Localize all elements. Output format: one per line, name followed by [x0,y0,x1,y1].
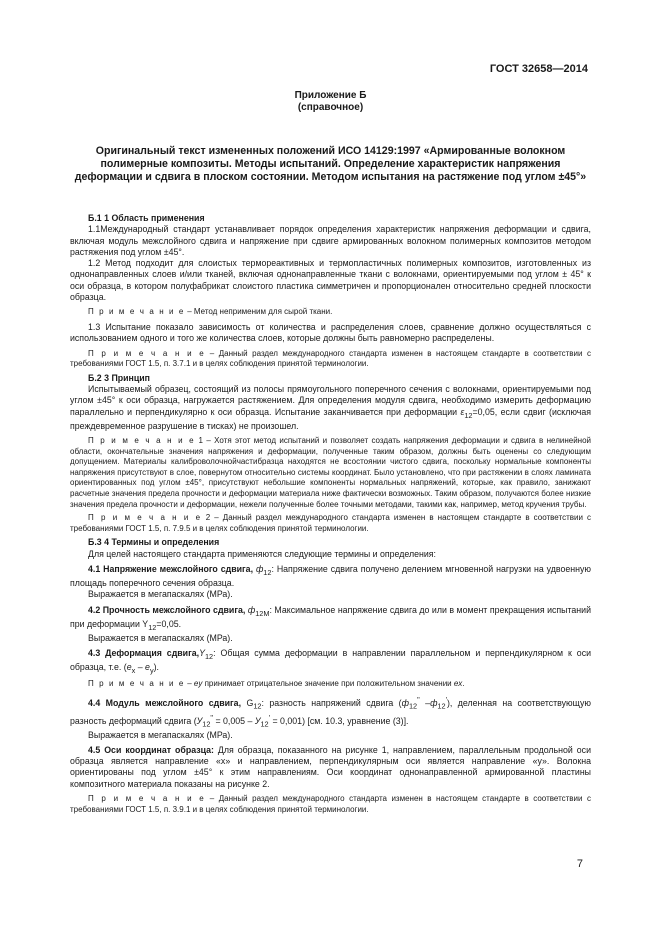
term-definition: 4.3 Деформация $сдвига,Y_{12}$: Общая сумма деформации в направлении параллельном и перпендикулярном к оси образца, т.е. $(e_x - e_y)$. [70,647,592,675]
note-label: П р и м е ч а н и е [88,794,206,804]
section-heading: Б.2 3 Принцип [88,372,150,383]
term-definition: 4.4 Модуль межслойного сдвига, $G_{12}$: разность напряжений сдвига ($ф_{12}^"$ $-ф_{12}'$), деленная на соответствующую разность деформаций сдвига $(У_{12}^" = 0,005 - У_{12}' = 0,001)$ [см. 10.3, уравнение (3)]. [70,694,591,729]
note-label: П р и м е ч а н и е [88,513,202,523]
note: П р и м е ч а н и е – Метод неприменим для сырой ткани. [88,307,333,317]
standard-number: ГОСТ 32658—2014 [489,63,588,75]
note: П р и м е ч а н и е 2 – Данный раздел международного стандарта изменен в настоящем стандарте в соответствии с требованиями ГОСТ 1.5, п. 7.9.5 и в целях соблюдения принятой терминологии. [70,513,591,533]
unit-line: Выражается в мегапаскалях (МРа). [88,729,233,740]
note: П р и м е ч а н и е – Данный раздел международного стандарта изменен в настоящем стандарте в соответствии с требованиями ГОСТ 1.5, п. 3.9.1 и в целях соблюдения принятой терминологии. [70,794,591,814]
note-label: П р и м е ч а н и е [88,348,206,358]
annex-heading [0,90,661,114]
document-title: Оригинальный текст измененных положений ИСО 14129:1997 «Армированные волокном полимерные композиты. Методы испытаний. Определение характеристик напряжения деформации и сдвига в плоском состоянии. Методом испытания на растяжение под углом ±45°» [74,145,587,184]
note: П р и м е ч а н и е – ey принимает отрицательное значение при положительном значении ex. [88,679,465,689]
paragraph: 1.2 Метод подходит для слоистых термореактивных и термопластичных полимерных композитов, изготовленных из однонаправленных слоев и/или тканей, включая однонаправленные ткани с волокнами, ориентируемыми под углом ± 45° к оси образца, в котором полуфабрикат слоистого пластика симметричен и пропорционален относительно средней плоскости образца. [70,258,591,303]
note-label: П р и м е ч а н и е [88,307,185,317]
note-label: П р и м е ч а н и е [88,435,196,445]
annex-subtitle: (справочное) [297,102,364,113]
paragraph: Для целей настоящего стандарта применяются следующие термины и определения: [88,548,436,559]
unit-line: Выражается в мегапаскалях (МРа). [88,589,233,600]
term-definition: 4.5 Оси координат образца: Для образца, показанного на рисунке 1, направлением, параллельным продольной оси образца является направление «х» и направлением, перпендикулярным оси является направление «у». Волокна ориентированы под углом ±45° к этим направлениям. Оси координат однонаправленной армированной пластины композитного материала показаны на рисунке 2. [70,744,591,789]
term-definition: 4.1 Напряжение межслойного сдвига, $ф_{12}$: Напряжение сдвига получено делением мгновенной нагрузки на удвоенную площадь поперечного сечения образца. [70,563,591,588]
annex-title: Приложение Б [294,90,367,101]
section-heading: Б.1 1 Область применения [88,213,205,223]
unit-line: Выражается в мегапаскалях (МРа). [88,632,233,643]
note: П р и м е ч а н и е – Данный раздел международного стандарта изменен в настоящем стандарте в соответствии с требованиями ГОСТ 1.5, п. 3.7.1 и в целях соблюдения принятой терминологии. [70,348,591,369]
document-body [70,210,591,815]
paragraph: Испытываемый образец, состоящий из полосы прямоугольного поперечного сечения с волокнами, ориентируемыми под углом ±45° к оси образца, нагружается растяжением. Для определения модуля сдвига, необходимо измерить деформацию параллельно и перпендикулярно к оси образца. Испытание заканчивается при деформации $\varepsilon_{12}=0,05$, если сдвиг (исключая преждевременное разрушение в тисках) не произошел. [70,384,591,431]
section-heading: Б.3 4 Термины и определения [88,537,220,548]
note: П р и м е ч а н и е 1 – Хотя этот метод испытаний и позволяет создать напряжения деформации и сдвига в нелинейной области, окончательные значения напряжения и деформации, полученные таким образом, должны быть оценены со следующим допущением. Материалы калиброволочнойчастибразца находятся не всостоянии чистого сдвига, поскольку нормальные компоненты напряжения присутствуют в слое, повернутом относительно системы координат. Было установлено, что при растяжении в слоях ламината ориентированных под углом ±45°, присутствуют небольшие компоненты нормальных напряжений, которые, как правило, занижают расчетные значения предела прочности и деформации материала ниже фактически возможных. Таким образом, получаются более низкие значения предела прочности и деформации, нежели полученные более точными методами, такими как, например, метод кручения трубы. [70,435,591,509]
note-label: П р и м е ч а н и е [88,679,185,689]
term-definition: 4.2 Прочность межслойного сдвига, $ф_{12М}$: Максимальное напряжение сдвига до или в момент прекращения испытаний при деформации $Y_{12}=0,05$. [70,604,591,632]
paragraph: 1.3 Испытание показало зависимость от количества и распределения слоев, сравнение должно осуществляться с использованием одного и того же количества слоев, которые должны быть равномерно распределены. [70,321,591,344]
page-number: 7 [576,858,583,870]
paragraph: 1.1Международный стандарт устанавливает порядок определения характеристик напряжения деформации и сдвига, включая модуль межслойного сдвига и напряжение при сдвиге армированных волокном полимерных композитов методом растяжения под углом ±45°. [70,224,591,257]
